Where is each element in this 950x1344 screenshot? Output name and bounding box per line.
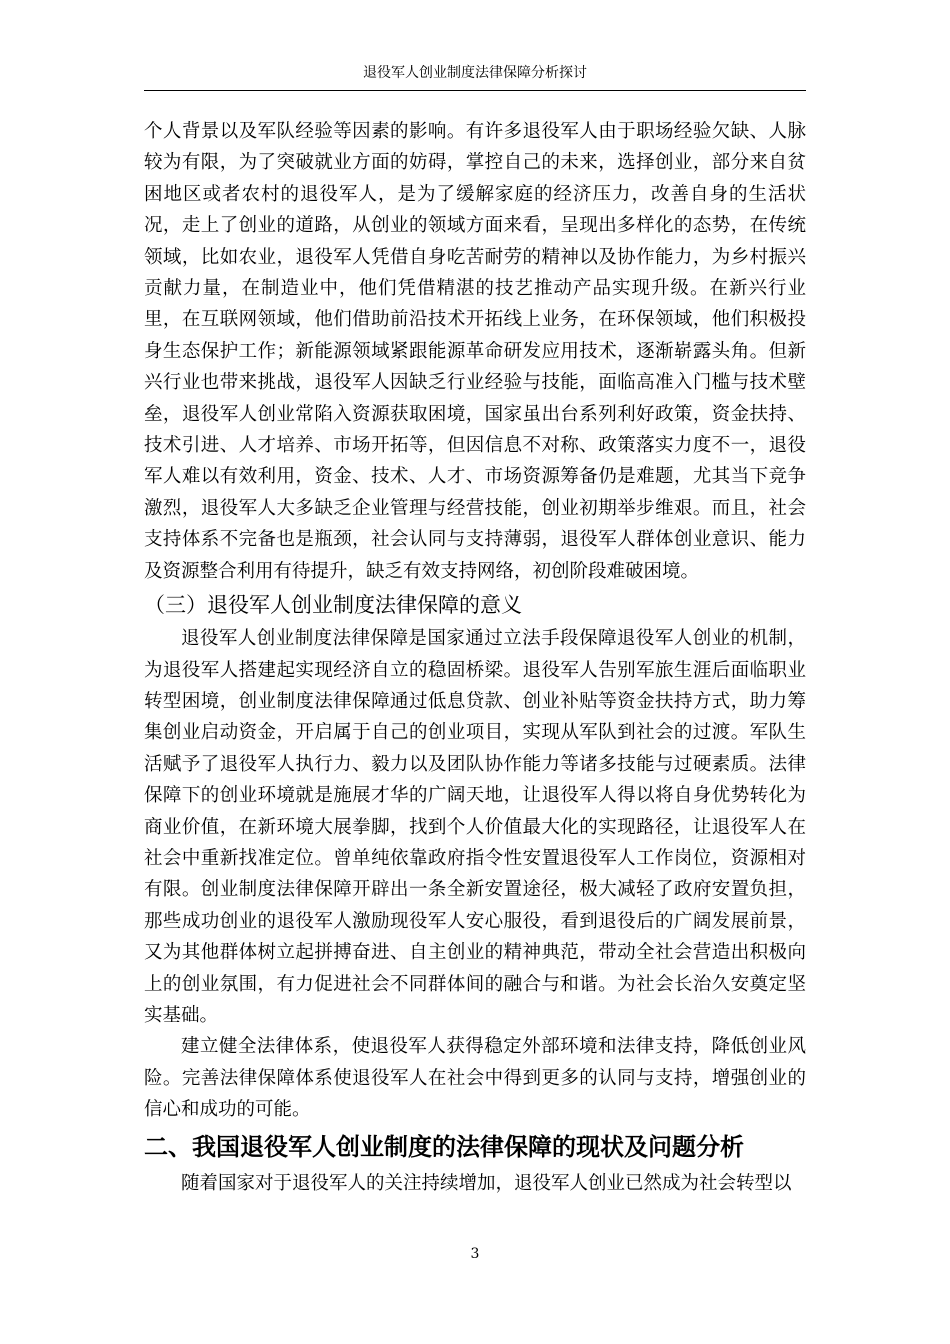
page-number: 3 (470, 1246, 480, 1262)
paragraph-section-intro: 随着国家对于退役军人的关注持续增加，退役军人创业已然成为社会转型以 (181, 1172, 792, 1194)
header-divider (144, 90, 806, 91)
running-header: 退役军人创业制度法律保障分析探讨 (363, 65, 587, 81)
subsection-heading-3: （三）退役军人创业制度法律保障的意义 (144, 593, 522, 618)
paragraph-legal-system: 建立健全法律体系，使退役军人获得稳定外部环境和法律支持，降低创业风险。完善法律保障体系使退役军人在社会中得到更多的认同与支持，增强创业的信心和成功的可能。 (144, 1036, 806, 1121)
section-heading-2: 二、我国退役军人创业制度的法律保障的现状及问题分析 (144, 1132, 744, 1161)
paragraph-continuation: 个人背景以及军队经验等因素的影响。有许多退役军人由于职场经验欠缺、人脉较为有限，为了突破就业方面的妨碍，掌控自己的未来，选择创业，部分来自贫困地区或者农村的退役军人，是为了缓解家庭的经济压力，改善自身的生活状况，走上了创业的道路，从创业的领域方面来看，呈现出多样化的态势，在传统领域，比如农业，退役军人凭借自身吃苦耐劳的精神以及协作能力，为乡村振兴贡献力量，在制造业中，他们凭借精湛的技艺推动产品实现升级。在新兴行业里，在互联网领域，他们借助前沿技术开拓线上业务，在环保领域，他们积极投身生态保护工作；新能源领域紧跟能源革命研发应用技术，逐渐崭露头角。但新兴行业也带来挑战，退役军人因缺乏行业经验与技能，面临高准入门槛与技术壁垒，退役军人创业常陷入资源获取困境，国家虽出台系列利好政策，资金扶持、技术引进、人才培养、市场开拓等，但因信息不对称、政策落实力度不一，退役军人难以有效利用，资金、技术、人才、市场资源筹备仍是难题，尤其当下竞争激烈，退役军人大多缺乏企业管理与经营技能，创业初期举步维艰。而且，社会支持体系不完备也是瓶颈，社会认同与支持薄弱，退役军人群体创业意识、能力及资源整合利用有待提升，缺乏有效支持网络，初创阶段难破困境。 (144, 121, 806, 582)
page-body (144, 116, 806, 1199)
paragraph-significance: 退役军人创业制度法律保障是国家通过立法手段保障退役军人创业的机制，为退役军人搭建起实现经济自立的稳固桥梁。退役军人告别军旅生涯后面临职业转型困境，创业制度法律保障通过低息贷款、创业补贴等资金扶持方式，助力筹集创业启动资金，开启属于自己的创业项目，实现从军队到社会的过渡。军队生活赋予了退役军人执行力、毅力以及团队协作能力等诸多技能与过硬素质。法律保障下的创业环境就是施展才华的广阔天地，让退役军人得以将自身优势转化为商业价值，在新环境大展拳脚，找到个人价值最大化的实现路径，让退役军人在社会中重新找准定位。曾单纯依靠政府指令性安置退役军人工作岗位，资源相对有限。创业制度法律保障开辟出一条全新安置途径，极大减轻了政府安置负担，那些成功创业的退役军人激励现役军人安心服役，看到退役后的广阔发展前景，又为其他群体树立起拼搏奋进、自主创业的精神典范，带动全社会营造出积极向上的创业氛围，有力促进社会不同群体间的融合与和谐。为社会长治久安奠定坚实基础。 (144, 628, 806, 1026)
